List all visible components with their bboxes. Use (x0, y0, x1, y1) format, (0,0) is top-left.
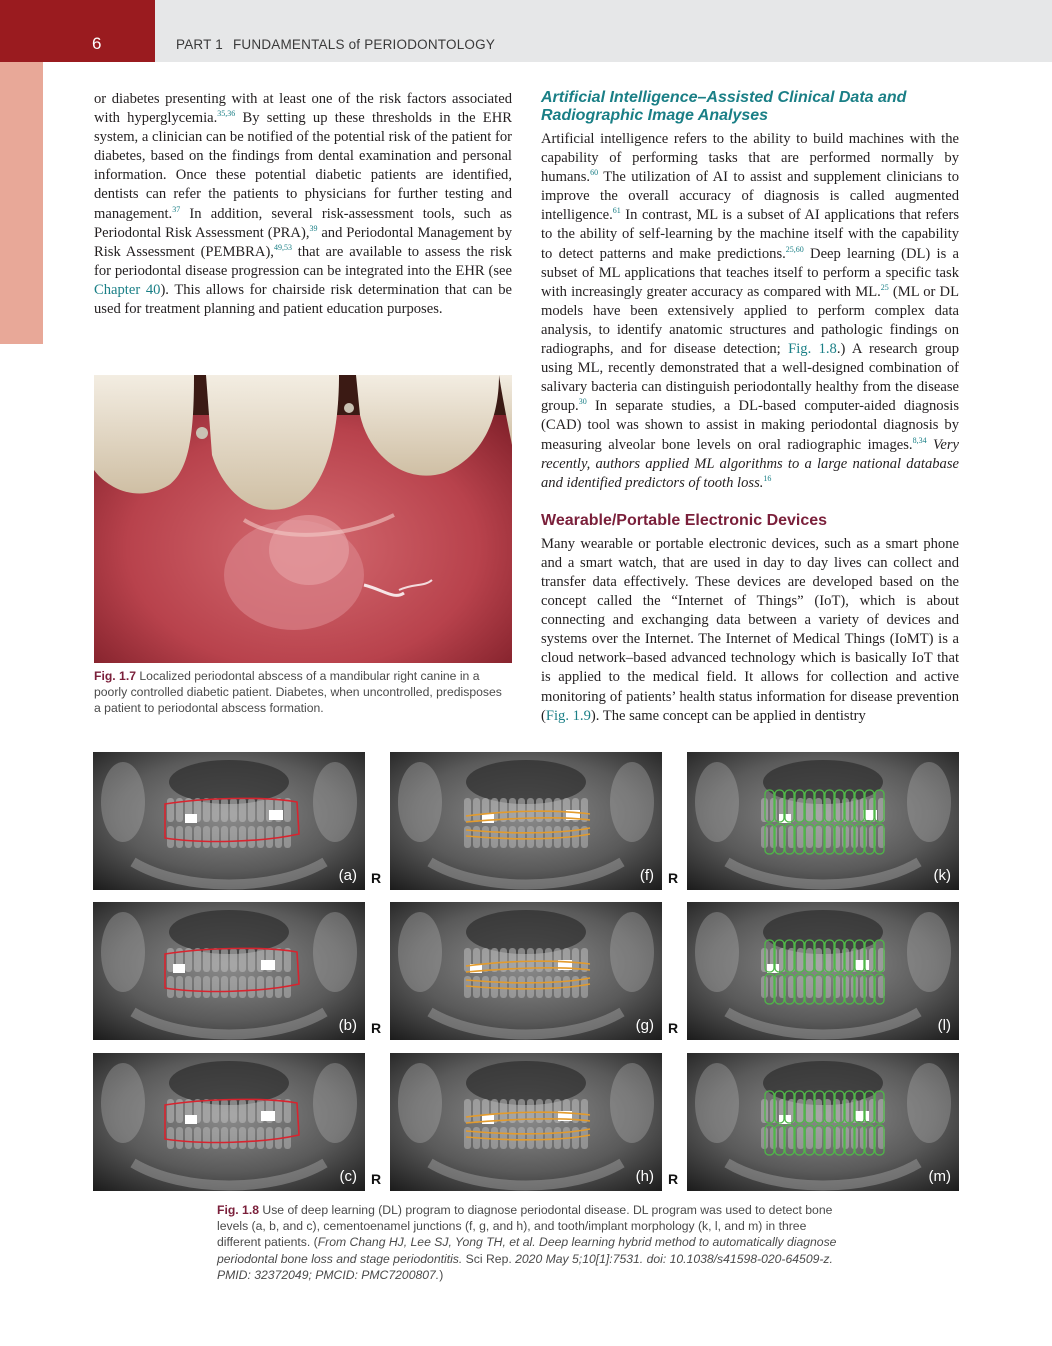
citation[interactable]: 35,36 (217, 109, 236, 119)
panel-label: (a) (338, 867, 357, 884)
right-column (541, 89, 959, 726)
radiograph-panel (93, 902, 365, 1040)
figure-label: Fig. 1.8 (217, 1203, 259, 1217)
paragraph: or diabetes presenting with at least one of the risk factors associated with hyperglycemia.$^{35,36}$ By setting up these thresholds in the EHR system, a clinician can be notified of the potential risk of the patient for diabetes, based on the findings from dental examination and personal information. Once these potential diabetic patients are identified, dentists can refer the patients to physicians for further testing and management.$^{37}$ In addition, several risk-assessment tools, such as Periodontal Risk Assessment (PRA),$^{39}$ and Periodontal Management by Risk Assessment (PEMBRA),$^{49,53}$ that are available to assess the risk for periodontal disease progression can be integrated into the EHR (see Chapter 40). This allows for chairside risk determination that can be used for treatment planning and patient education purposes. (94, 91, 512, 318)
citation[interactable]: 25 (880, 282, 889, 292)
section-heading: Wearable/Portable Electronic Devices (541, 511, 828, 529)
right-side-marker: R (668, 1020, 679, 1036)
panel-label: (m) (928, 1168, 951, 1185)
radiograph-panel (687, 752, 959, 890)
citation[interactable]: 8,34 (912, 435, 927, 445)
radiograph-grid (93, 752, 959, 1198)
citation[interactable]: 37 (172, 204, 181, 214)
panel-label: (l) (937, 1017, 951, 1034)
citation[interactable]: 60 (590, 168, 599, 178)
figure-link[interactable]: Fig. 1.9 (545, 707, 591, 724)
book-title: FUNDAMENTALS of PERIODONTOLOGY (232, 37, 496, 52)
citation[interactable]: 16 (763, 473, 772, 483)
right-side-marker: R (371, 1020, 382, 1036)
panel-label: (b) (338, 1017, 357, 1034)
figure-link[interactable]: Fig. 1.8 (788, 341, 837, 358)
figure-label: Fig. 1.7 (94, 669, 136, 683)
radiograph-panel (390, 902, 662, 1040)
panel-label: (k) (933, 867, 951, 884)
section-heading: Artificial Intelligence–Assisted Clinical Data and Radiographic Image Analyses (541, 89, 907, 124)
header-accent-block (0, 0, 155, 62)
right-side-marker: R (371, 870, 382, 886)
chapter-link[interactable]: Chapter 40 (94, 281, 161, 298)
radiograph-panel (687, 902, 959, 1040)
panel-label: (h) (635, 1168, 654, 1185)
panel-label: (c) (339, 1168, 357, 1185)
figure-caption: Fig. 1.8 Use of deep learning (DL) program to diagnose periodontal disease. DL program was used to detect bone levels (a, b, and c), cementoenamel junctions (f, g, and h), and tooth/implant morphology (k, l, and m) in three different patients. (From Chang HJ, Lee SJ, Yong TH, et al. Deep learning hybrid method to automatically diagnose periodontal bone loss and stage periodontitis. Sci Rep. 2020 May 5;10[1]:7531. doi: 10.1038/s41598-020-64509-z. PMID: 32372049; PMCID: PMC7200807.) (217, 1203, 837, 1282)
figure-caption: Fig. 1.7 Localized periodontal abscess of a mandibular right canine in a poorly controlled diabetic patient. Diabetes, when uncontrolled, predisposes a patient to periodontal abscess formation. (94, 669, 502, 715)
left-column (94, 90, 512, 319)
panel-label: (f) (639, 867, 654, 884)
radiograph-panel (390, 752, 662, 890)
paragraph: Many wearable or portable electronic devices, such as a smart phone and a smart watch, that are used in day to day lives can collect and transfer data effectively. These devices are developed based on the concept called the “Internet of Things” (IoT), which is about connecting and exchanging data between a variety of devices and systems over the Internet. The Internet of Medical Things (IoMT) is a cloud network–based advanced technology which is basically IoT that is applied to the medical field. It allows for collection and active monitoring of patients’ health status information for disease prevention (Fig. 1.9). The same concept can be applied in dentistry (541, 535, 959, 724)
citation[interactable]: 49,53 (273, 242, 292, 252)
side-tab (0, 62, 43, 344)
radiograph-panel (390, 1053, 662, 1191)
header-bar (155, 0, 1052, 62)
right-side-marker: R (668, 1171, 679, 1187)
part-label: PART 1 (176, 37, 223, 52)
page-number: 6 (92, 34, 102, 53)
citation[interactable]: 61 (612, 206, 621, 216)
paragraph: Artificial intelligence refers to the ability to build machines with the capability of performing tasks that are performed normally by humans.$^{60}$ The utilization of AI to assist and supplement clinicians to improve the overall accuracy of diagnosis is called augmented intelligence.$^{61}$ In contrast, ML is a subset of AI applications that refers to the ability of self-learning by the machine itself with the capability to detect patterns and make predictions.$^{25,60}$ Deep learning (DL) is a subset of ML applications that teaches itself to perform a specific task with increasingly greater accuracy as compared with ML.$^{25}$ (ML or DL models have been extensively applied to perform complex data analysis, to identify anatomic structures and pathologic findings on radiographs, and for disease detection; Fig. 1.8.) A research group using ML, recently demonstrated that a well-designed combination of salivary bacteria can distinguish periodontally healthy from the disease group.$^{30}$ In separate studies, a DL-based computer-aided diagnosis (CAD) tool was shown to assist in making periodontal diagnosis by measuring alveolar bone levels on oral radiographic images.$^{8,34}$ Very recently, authors applied ML algorithms to a large national database and identified predictors of tooth loss.$^{16}$ (541, 131, 960, 491)
citation[interactable]: 25,60 (785, 244, 804, 254)
radiograph-panel (93, 752, 365, 890)
citation[interactable]: 30 (578, 397, 587, 407)
right-side-marker: R (668, 870, 679, 886)
radiograph-panel (687, 1053, 959, 1191)
clinical-photo (94, 375, 512, 663)
panel-label: (g) (635, 1017, 654, 1034)
radiograph-panel (93, 1053, 365, 1191)
citation[interactable]: 39 (309, 223, 318, 233)
running-head (176, 37, 495, 52)
right-side-marker: R (371, 1171, 382, 1187)
